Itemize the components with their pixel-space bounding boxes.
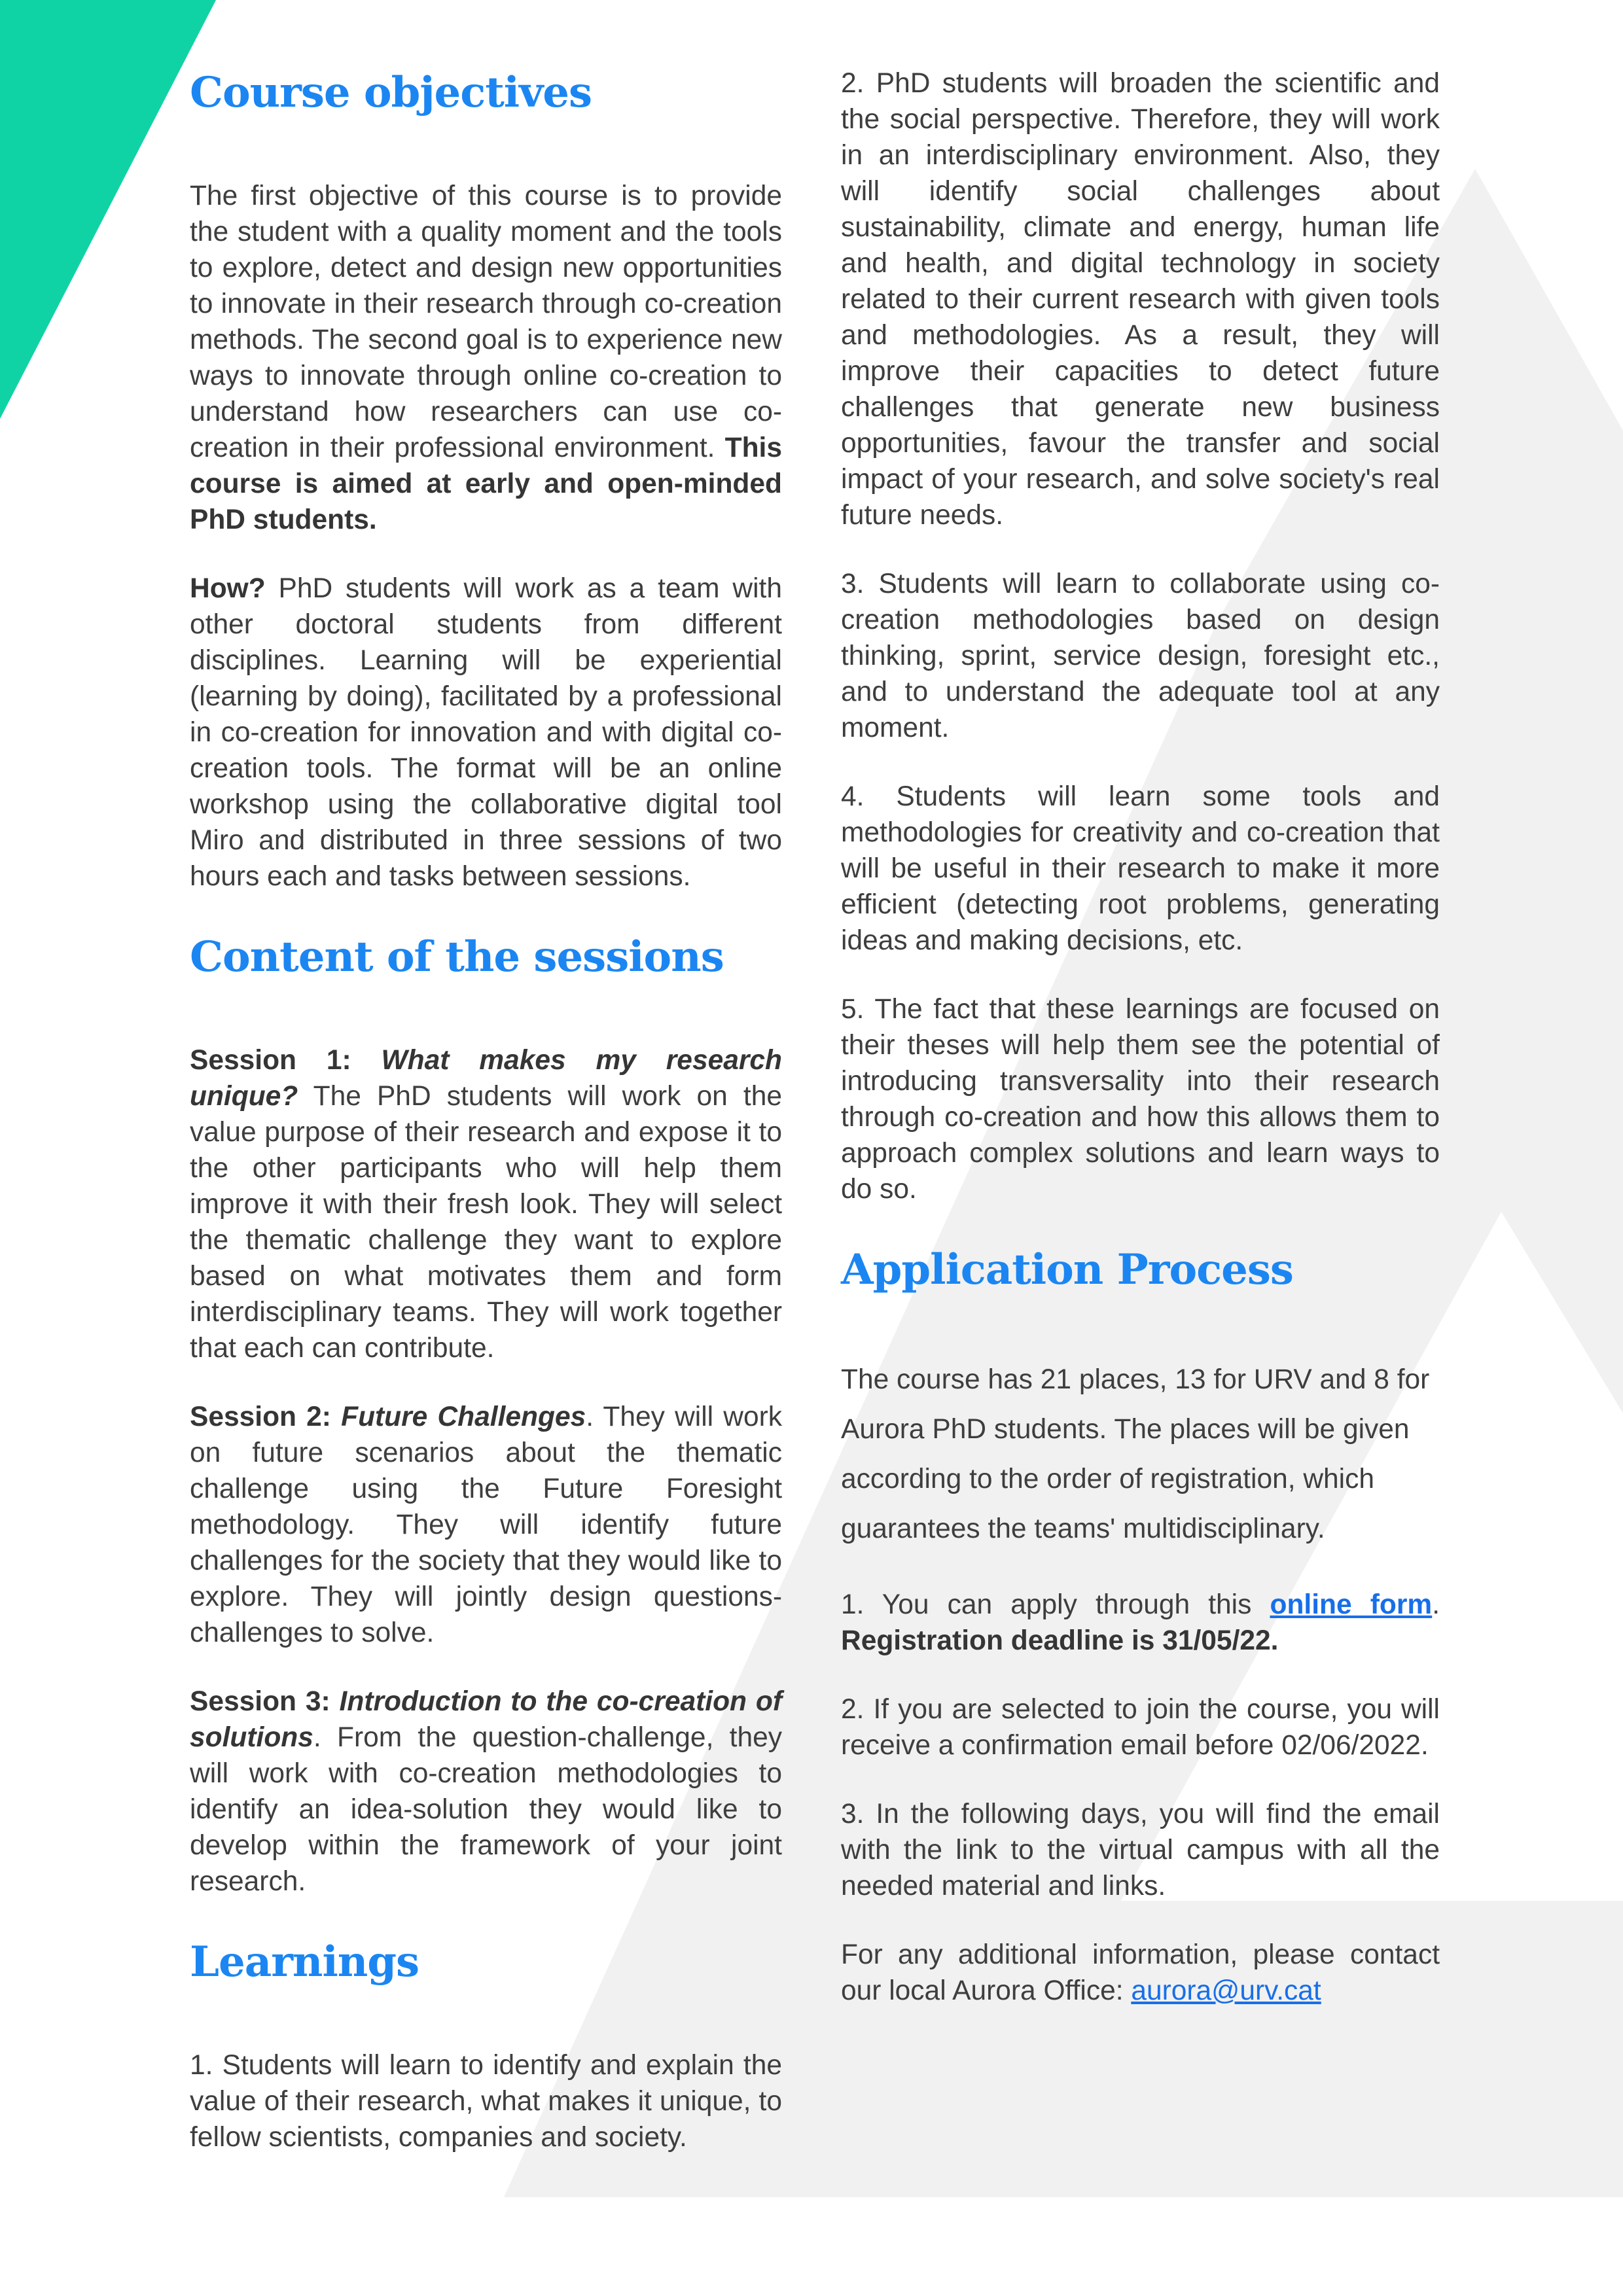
text-run: 3. Students will learn to collaborate using co-creation methodologies based on design thinking, sprint, service design, foresight etc., and to understand the adequate tool at any moment. — [841, 569, 1440, 743]
section-heading-learnings: Learnings — [190, 1937, 419, 1987]
paragraph-session-1 — [190, 1042, 782, 1366]
paragraph-learning-5 — [841, 991, 1440, 1207]
text-run: This course is aimed at early and open-minded PhD students. — [190, 433, 782, 535]
text-run: 2. PhD students will broaden the scientific and the social perspective. Therefore, they will work in an interdisciplinary environment. Also, they will identify social challenges about sustainability, climate and energy, human life and health, and digital technology in society related to their current research with given tools and methodologies. As a result, they will improve their capacities to detect future challenges that generate new business opportunities, favour the transfer and social impact of your research, and solve society's real future needs. — [841, 68, 1440, 531]
text-run: 1. You can apply through this — [841, 1589, 1270, 1620]
text-run: 4. Students will learn some tools and methodologies for creativity and co-creation that will be useful in their research to make it more efficient (detecting root problems, generating ideas and making decisions, etc. — [841, 781, 1440, 956]
text-run: Session 1: — [190, 1045, 382, 1076]
text-run: How? — [190, 573, 266, 604]
text-run: . They will work on future scenarios about the thematic challenge using the Future Foresight methodology. They will identify future challenges for the society that they would like to explore. They will jointly design questions-challenges to solve. — [190, 1402, 782, 1648]
column-left — [190, 65, 782, 2188]
text-run: Future Challenges — [341, 1402, 586, 1432]
text-run: PhD students will work as a team with other doctoral students from different disciplines. Learning will be experiential (learning by doing), facilitated by a professional in co-creation for innovation and with digital co-creation tools. The format will be an online workshop using the collaborative digital tool Miro and distributed in three sessions of two hours each and tasks between sessions. — [190, 573, 782, 892]
paragraph-session-3 — [190, 1684, 782, 1899]
text-run: For any additional information, please contact our local Aurora Office: — [841, 1939, 1440, 2006]
teal-corner-triangle-icon — [0, 0, 216, 419]
paragraph-learning-1 — [190, 2047, 782, 2155]
paragraph-apply-step-1 — [841, 1587, 1440, 1659]
text-run: Session 2: — [190, 1402, 342, 1432]
text-run: 1. Students will learn to identify and explain the value of their research, what makes it unique, to fellow scientists, companies and society. — [190, 2050, 782, 2153]
paragraph-how — [190, 571, 782, 894]
text-run: . — [1432, 1589, 1440, 1620]
text-run: Introduction to the co-creation of solutions — [190, 1686, 782, 1753]
text-run: 3. In the following days, you will find the email with the link to the virtual campus with all the needed material and links. — [841, 1799, 1440, 1901]
section-heading-course-objectives: Course objectives — [190, 68, 592, 117]
paragraph-learning-4 — [841, 779, 1440, 959]
paragraph-course-intro — [190, 178, 782, 538]
text-run: Registration deadline is 31/05/22. — [841, 1625, 1279, 1656]
text-run: The first objective of this course is to provide the student with a quality moment and the tools to explore, detect and design new opportunities to innovate in their research through co-creation methods. The second goal is to experience new ways to innovate through online co-creation to understand how researchers can use co-creation in their professional environment. — [190, 181, 782, 463]
paragraph-apply-step-2 — [841, 1691, 1440, 1763]
column-right — [841, 65, 1440, 2041]
paragraph-learning-3 — [841, 566, 1440, 746]
text-run: What makes my research unique? — [190, 1045, 782, 1112]
text-run: 5. The fact that these learnings are focused on their theses will help them see the potential of introducing transversality into their research through co-creation and how this allows them to approach complex solutions and learn ways to do so. — [841, 994, 1440, 1205]
paragraph-places — [841, 1355, 1440, 1554]
paragraph-learning-2 — [841, 65, 1440, 533]
online-form-link[interactable]: online form — [1270, 1589, 1433, 1620]
text-run: Session 3: — [190, 1686, 340, 1717]
aurora-email-link[interactable]: aurora@urv.cat — [1131, 1975, 1321, 2006]
text-run: . From the question-challenge, they will work with co-creation methodologies to identify an idea-solution they would like to develop within the framework of your joint research. — [190, 1722, 782, 1897]
paragraph-session-2 — [190, 1399, 782, 1651]
text-run: The course has 21 places, 13 for URV and 8 for Aurora PhD students. The places will be given according to the order of registration, which guarantees the teams' multidisciplinary. — [841, 1364, 1430, 1544]
paragraph-contact — [841, 1937, 1440, 2009]
text-run: The PhD students will work on the value purpose of their research and expose it to the other participants who will help them improve it with their fresh look. They will select the thematic challenge they want to explore based on what motivates them and form interdisciplinary teams. They will work together that each can contribute. — [190, 1081, 782, 1364]
section-heading-application-process: Application Process — [841, 1245, 1293, 1294]
paragraph-apply-step-3 — [841, 1796, 1440, 1904]
section-heading-content-of-the-sessions: Content of the sessions — [190, 932, 724, 981]
text-run: 2. If you are selected to join the course, you will receive a confirmation email before 02/06/2022. — [841, 1694, 1440, 1761]
